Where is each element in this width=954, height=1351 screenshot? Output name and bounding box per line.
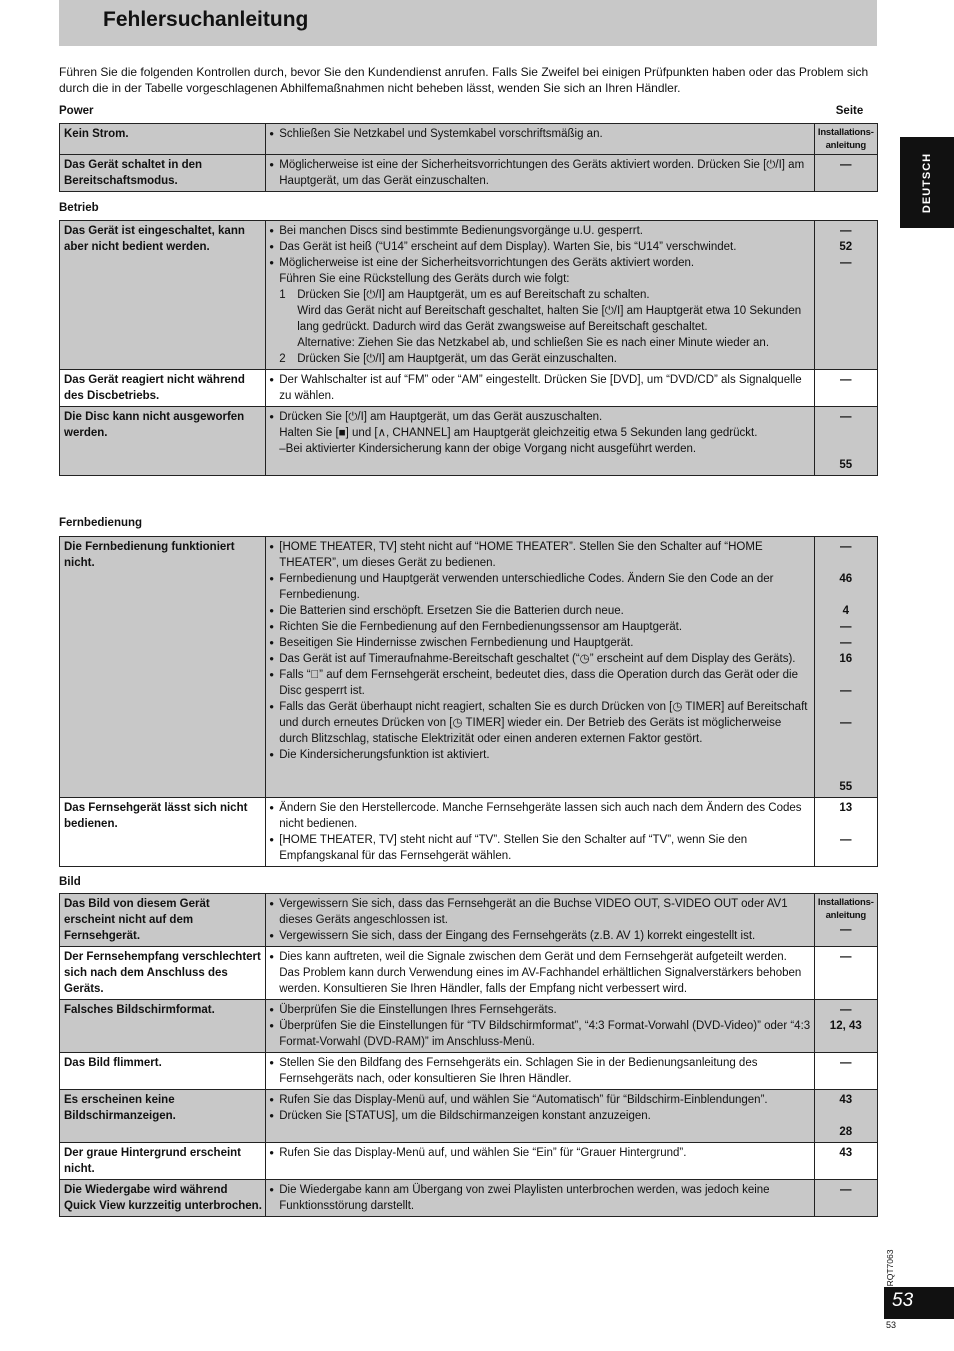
problem-cell: Das Fernsehgerät lässt sich nicht bedienen. [60, 798, 266, 867]
page-ref: 46 [839, 573, 853, 585]
remedy-cell [266, 947, 814, 1000]
remedy-text: Schließen Sie Netzkabel und Systemkabel vorschriftsmäßig an. [279, 128, 603, 140]
remedy-item [269, 800, 810, 832]
remedy-step [269, 351, 810, 367]
page-ref: 28 [839, 1126, 853, 1138]
table-row [60, 370, 878, 407]
page-ref: 52 [839, 241, 853, 253]
remedy-item [269, 571, 810, 603]
remedy-text: Drücken Sie [⏻/I] am Hauptgerät, um es auf Bereitschaft zu schalten. [297, 289, 650, 301]
problem-cell: Das Gerät schaltet in den Bereitschaftsmodus. [60, 155, 266, 192]
page-ref: — [840, 637, 852, 649]
remedy-item [269, 832, 810, 864]
remedy-text: Falls “⃠” auf dem Fernsehgerät erscheint, bedeutet dies, dass die Operation durch das Gerät oder die Disc gesperrt ist. [279, 669, 798, 697]
page-number: 53 [892, 1290, 914, 1311]
table-row [60, 407, 878, 476]
problem-cell: Das Gerät ist eingeschaltet, kann aber nicht bedient werden. [60, 221, 266, 370]
remedy-item [269, 603, 810, 619]
page-ref-cell [814, 1090, 877, 1143]
bullet-icon: ● [269, 606, 275, 615]
remedy-text: Möglicherweise ist eine der Sicherheitsvorrichtungen des Geräts aktiviert worden. [279, 257, 695, 269]
bullet-icon: ● [269, 160, 275, 169]
remedy-cell [266, 124, 814, 155]
remedy-item [269, 635, 810, 651]
page-ref: 55 [839, 781, 853, 793]
remedy-text: [HOME THEATER, TV] steht nicht auf “HOME THEATER”. Stellen Sie den Schalter auf “HOME THEATER”, um dieses Gerät zu bedienen. [279, 541, 763, 569]
remedy-cell [266, 407, 814, 476]
remedy-item [269, 157, 810, 189]
table-power [59, 123, 878, 192]
page-ref [816, 816, 876, 832]
table-row [60, 1143, 878, 1180]
page-ref: Installations-anleitung [817, 897, 874, 921]
remedy-item [269, 372, 810, 404]
remedy-cell [266, 1090, 814, 1143]
bullet-icon: ● [269, 835, 275, 844]
problem-cell: Der Fernsehempfang verschlechtert sich nach dem Anschluss des Geräts. [60, 947, 266, 1000]
bullet-icon: ● [269, 952, 275, 961]
bullet-icon: ● [269, 670, 275, 679]
table-row [60, 798, 878, 867]
section-heading-bild: Bild [59, 876, 81, 888]
remedy-item [269, 255, 810, 271]
remedy-step [269, 303, 810, 335]
remedy-item [269, 409, 810, 425]
remedy-text: Richten Sie die Fernbedienung auf den Fernbedienungssensor am Hauptgerät. [279, 621, 683, 633]
table-row [60, 1053, 878, 1090]
remedy-item [269, 126, 810, 142]
remedy-text: Das Gerät ist heiß (“U14” erscheint auf dem Display). Warten Sie, bis “U14” verschwindet. [279, 241, 737, 253]
page-ref-cell [814, 947, 877, 1000]
remedy-item [269, 928, 810, 944]
bullet-icon: ● [269, 574, 275, 583]
remedy-text: Falls das Gerät überhaupt nicht reagiert, schalten Sie es durch Drücken von [◷ TIMER] auf Bereitschaft und durch erneutes Drücken von [◷ TIMER] wieder ein. Der Betrieb des Geräts ist möglicherweise durch Blitzschlag, statische Elektrizität oder einen anderen externen Faktor gestört. [279, 701, 808, 745]
title-bar [59, 0, 877, 46]
bullet-icon: ● [269, 226, 275, 235]
remedy-item [269, 539, 810, 571]
page-ref: — [840, 621, 852, 633]
language-side-tab [900, 137, 954, 228]
bullet-icon: ● [269, 803, 275, 812]
side-tab-label: DEUTSCH [921, 152, 933, 213]
table-row [60, 537, 878, 798]
remedy-item [269, 747, 810, 763]
page-number-small: 53 [886, 1320, 897, 1330]
bullet-icon: ● [269, 129, 275, 138]
page-ref [816, 425, 876, 441]
remedy-text: Alternative: Ziehen Sie das Netzkabel ab, und schließen Sie es nach einer Minute wieder an. [297, 337, 770, 349]
seite-header: Seite [835, 105, 864, 117]
table-row [60, 1180, 878, 1217]
page-ref-cell [814, 1180, 877, 1217]
problem-cell: Die Disc kann nicht ausgeworfen werden. [60, 407, 266, 476]
remedy-item [269, 1002, 810, 1018]
remedy-text: Dies kann auftreten, weil die Signale zwischen dem Gerät und dem Fernsehgerät aufgeteilt werden. [279, 951, 787, 963]
bullet-icon: ● [269, 258, 275, 267]
bullet-icon: ● [269, 1111, 275, 1120]
remedy-item [269, 667, 810, 699]
bullet-icon: ● [269, 931, 275, 940]
remedy-text: Beseitigen Sie Hindernisse zwischen Fernbedienung und Hauptgerät. [279, 637, 634, 649]
page-ref-cell [814, 407, 877, 476]
remedy-item [269, 239, 810, 255]
remedy-cell [266, 370, 814, 407]
doc-code-label: RQT7063 [885, 1249, 895, 1287]
remedy-text: Das Gerät ist auf Timeraufnahme-Bereitschaft geschaltet (“◷” erscheint auf dem Display des Geräts). [279, 653, 796, 665]
bullet-icon: ● [269, 412, 275, 421]
remedy-cell [266, 1143, 814, 1180]
remedy-text: Vergewissern Sie sich, dass der Eingang des Fernsehgeräts (z.B. AV 1) korrekt eingestellt ist. [279, 930, 756, 942]
bullet-icon: ● [269, 242, 275, 251]
remedy-text: Rufen Sie das Display-Menü auf, und wählen Sie “Ein” für “Grauer Hintergrund”. [279, 1147, 687, 1159]
remedy-cell [266, 537, 814, 798]
problem-cell: Die Wiedergabe wird während Quick View kurzzeitig unterbrochen. [60, 1180, 266, 1217]
page-ref: Installations-anleitung [817, 127, 874, 151]
table-row [60, 1000, 878, 1053]
page-ref: 13 [839, 802, 853, 814]
table-betrieb [59, 220, 878, 476]
remedy-text: Möglicherweise ist eine der Sicherheitsvorrichtungen des Geräts aktiviert worden. Drücken Sie [⏻/I] am Hauptgerät, um das Gerät einzuschalten. [279, 159, 805, 187]
remedy-item [269, 1018, 810, 1050]
page-title: Fehlersuchanleitung [103, 8, 309, 31]
page-ref: — [840, 951, 852, 963]
page-ref-cell [814, 798, 877, 867]
page-ref [816, 1108, 876, 1124]
remedy-item [269, 1108, 810, 1124]
page-ref [816, 667, 876, 683]
remedy-text: Drücken Sie [⏻/I] am Hauptgerät, um das Gerät auszuschalten. [279, 411, 603, 423]
bullet-icon: ● [269, 1005, 275, 1014]
table-row [60, 124, 878, 155]
remedy-item [269, 1145, 810, 1161]
remedy-cell [266, 894, 814, 947]
page-ref: — [840, 159, 852, 171]
page-ref: — [840, 257, 852, 269]
problem-cell: Das Gerät reagiert nicht während des Discbetriebs. [60, 370, 266, 407]
problem-cell: Es erscheinen keine Bildschirmanzeigen. [60, 1090, 266, 1143]
page-ref: — [840, 1057, 852, 1069]
remedy-item [269, 699, 810, 747]
page-ref-cell [814, 1000, 877, 1053]
remedy-item [269, 1055, 810, 1087]
remedy-text: Drücken Sie [STATUS], um die Bildschirmanzeigen konstant anzuzeigen. [279, 1110, 651, 1122]
page-ref-cell [814, 155, 877, 192]
step-number: 2 [279, 353, 286, 365]
problem-cell: Der graue Hintergrund erscheint nicht. [60, 1143, 266, 1180]
remedy-cell [266, 798, 814, 867]
bullet-icon: ● [269, 899, 275, 908]
bullet-icon: ● [269, 1185, 275, 1194]
step-number [279, 335, 297, 351]
bullet-icon: ● [269, 638, 275, 647]
page-ref: 55 [839, 459, 853, 471]
step-number: 1 [279, 289, 286, 301]
page-ref [816, 587, 876, 603]
table-row [60, 221, 878, 370]
remedy-text: Vergewissern Sie sich, dass das Fernsehgerät an die Buchse VIDEO OUT, S-VIDEO OUT oder AV1 dieses Geräts angeschlossen ist. [279, 898, 788, 926]
doc-code [880, 1248, 900, 1288]
remedy-item [269, 949, 810, 965]
remedy-text: Fernbedienung und Hauptgerät verwenden unterschiedliche Codes. Ändern Sie den Code an der Fernbedienung. [279, 573, 774, 601]
table-row [60, 1090, 878, 1143]
remedy-text: Stellen Sie den Bildfang des Fernsehgeräts ein. Schlagen Sie in der Bedienungsanleitung des Fernsehgeräts nach, oder konsultieren Sie Ihren Händler. [279, 1057, 758, 1085]
page-ref [816, 555, 876, 571]
page-ref [816, 731, 876, 747]
remedy-item [269, 223, 810, 239]
problem-cell: Kein Strom. [60, 124, 266, 155]
bullet-icon: ● [269, 1095, 275, 1104]
remedy-cell [266, 155, 814, 192]
intro-text: Führen Sie die folgenden Kontrollen durch, bevor Sie den Kundendienst anrufen. Falls Sie Zweifel bei einigen Prüfpunkten haben oder das Problem sich durch die in der Tabelle vorgeschlagenen Abhilfemaßnahmen nicht beheben lässt, wenden Sie sich an Ihren Händler. [59, 65, 869, 95]
problem-cell: Die Fernbedienung funktioniert nicht. [60, 537, 266, 798]
page-ref-cell [814, 1143, 877, 1180]
bullet-icon: ● [269, 702, 275, 711]
page-ref-cell [814, 221, 877, 370]
remedy-text: Führen Sie eine Rückstellung des Geräts durch wie folgt: [279, 273, 570, 285]
page-ref-cell [814, 370, 877, 407]
page-ref: — [840, 1004, 852, 1016]
remedy-text: [HOME THEATER, TV] steht nicht auf “TV”. Stellen Sie den Schalter auf “TV”, wenn Sie den Empfangskanal für das Fernsehgerät wählen. [279, 834, 748, 862]
table-row [60, 894, 878, 947]
remedy-text: Die Kindersicherungsfunktion ist aktiviert. [279, 749, 490, 761]
page-ref: — [840, 685, 852, 697]
page-ref: — [840, 924, 852, 936]
problem-cell: Falsches Bildschirmformat. [60, 1000, 266, 1053]
page-number-box [884, 1287, 954, 1319]
page-ref [816, 763, 876, 779]
remedy-item [269, 1182, 810, 1214]
bullet-icon: ● [269, 542, 275, 551]
page-ref-cell [814, 894, 877, 947]
remedy-cell [266, 221, 814, 370]
bullet-icon: ● [269, 1058, 275, 1067]
page-ref: 4 [842, 605, 849, 617]
section-heading-betrieb: Betrieb [59, 202, 99, 214]
remedy-cell [266, 1053, 814, 1090]
bullet-icon: ● [269, 654, 275, 663]
table-row [60, 947, 878, 1000]
remedy-text: Die Wiedergabe kann am Übergang von zwei Playlisten unterbrochen werden, was jedoch keine Funktionsstörung darstellt. [279, 1184, 770, 1212]
page-ref: — [840, 717, 852, 729]
page-ref [816, 441, 876, 457]
bullet-icon: ● [269, 1148, 275, 1157]
page-ref: — [840, 374, 852, 386]
remedy-step [269, 335, 810, 351]
page-ref: — [840, 1184, 852, 1196]
problem-cell: Das Bild flimmert. [60, 1053, 266, 1090]
table-row [60, 155, 878, 192]
section-heading-power: Power [59, 105, 94, 117]
remedy-text: –Bei aktivierter Kindersicherung kann der obige Vorgang nicht ausgeführt werden. [279, 443, 697, 455]
remedy-step [269, 287, 810, 303]
problem-cell: Das Bild von diesem Gerät erscheint nicht auf dem Fernsehgerät. [60, 894, 266, 947]
step-number [279, 303, 297, 335]
page-ref: 43 [839, 1094, 853, 1106]
page-ref: 12, 43 [829, 1020, 862, 1032]
page-ref: — [840, 225, 852, 237]
bullet-icon: ● [269, 1021, 275, 1030]
remedy-cell [266, 1000, 814, 1053]
page-ref: — [840, 411, 852, 423]
remedy-text: Ändern Sie den Herstellercode. Manche Fernsehgeräte lassen sich auch nach dem Ändern des Codes nicht bedienen. [279, 802, 802, 830]
page-ref: — [840, 541, 852, 553]
page-ref-cell [814, 124, 877, 155]
table-fernbedienung [59, 536, 878, 867]
remedy-text: Die Batterien sind erschöpft. Ersetzen Sie die Batterien durch neue. [279, 605, 624, 617]
remedy-text: Rufen Sie das Display-Menü auf, und wählen Sie “Automatisch” für “Bildschirm-Einblendungen”. [279, 1094, 768, 1106]
page-ref: 16 [839, 653, 853, 665]
page-ref: — [840, 834, 852, 846]
remedy-item [269, 896, 810, 928]
remedy-text: Wird das Gerät nicht auf Bereitschaft geschaltet, halten Sie [⏻/I] am Hauptgerät etwa 10 Sekunden lang gedrückt. Dadurch wird das Gerät zwangsweise auf Bereitschaft geschaltet. [297, 305, 802, 333]
remedy-text: Drücken Sie [⏻/I] am Hauptgerät, um das Gerät einzuschalten. [297, 353, 617, 365]
page-ref-cell [814, 1053, 877, 1090]
table-bild [59, 893, 878, 1217]
bullet-icon: ● [269, 375, 275, 384]
bullet-icon: ● [269, 750, 275, 759]
page-ref-cell [814, 537, 877, 798]
page-ref [816, 747, 876, 763]
section-heading-fernbedienung: Fernbedienung [59, 517, 143, 529]
remedy-text: Bei manchen Discs sind bestimmte Bedienungsvorgänge u.U. gesperrt. [279, 225, 643, 237]
remedy-item [269, 651, 810, 667]
page-ref: 43 [839, 1147, 853, 1159]
remedy-text: Der Wahlschalter ist auf “FM” oder “AM” eingestellt. Drücken Sie [DVD], um “DVD/CD” als Signalquelle zu wählen. [279, 374, 802, 402]
bullet-icon: ● [269, 622, 275, 631]
remedy-item [269, 619, 810, 635]
remedy-text: Überprüfen Sie die Einstellungen Ihres Fernsehgeräts. [279, 1004, 557, 1016]
remedy-text: Das Problem kann durch Verwendung eines im AV-Fachhandel erhältlichen Signalverstärkers behoben werden. Konsultieren Sie Ihren Händler, falls der Empfang nicht verbessert wird. [279, 967, 802, 995]
remedy-text: Überprüfen Sie die Einstellungen für “TV Bildschirmformat”, “4:3 Format-Vorwahl (DVD-Video)” oder “4:3 Format-Vorwahl (DVD-RAM)” im Anschluss-Menü. [279, 1020, 811, 1048]
page-ref [816, 699, 876, 715]
remedy-cell [266, 1180, 814, 1217]
remedy-item [269, 1092, 810, 1108]
remedy-text: Halten Sie [■] und [∧, CHANNEL] am Hauptgerät gleichzeitig etwa 5 Sekunden lang gedrückt. [279, 427, 758, 439]
